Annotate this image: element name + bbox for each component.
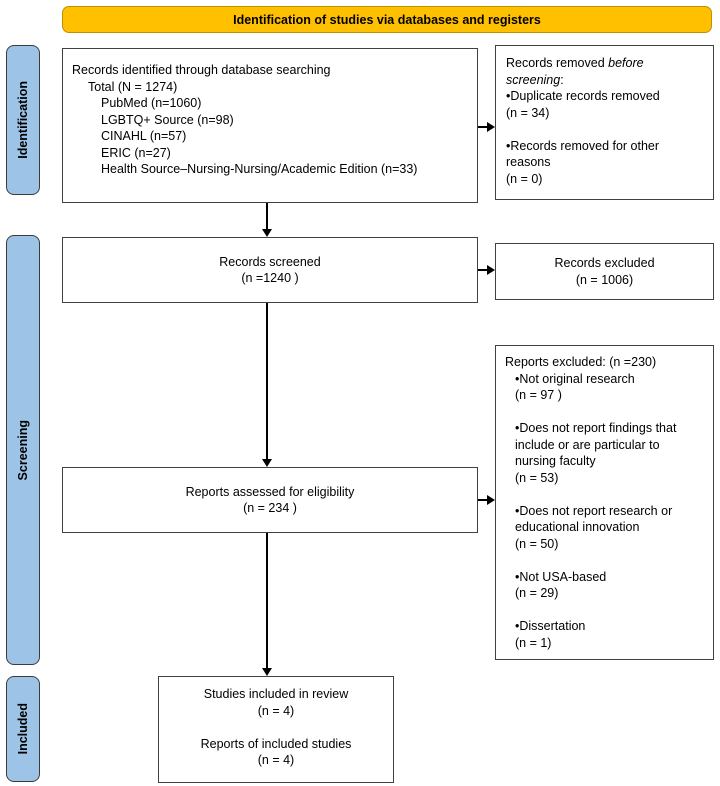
reports-excluded-box [495, 345, 714, 660]
text-line [515, 552, 709, 569]
text-line: (n = 0) [506, 171, 543, 186]
text-line: CINAHL (n=57) [101, 129, 187, 143]
arrow-line [266, 203, 268, 231]
text-line: •Not USA-based [515, 569, 607, 584]
arrow-line [266, 303, 268, 461]
records-screened-box [62, 237, 478, 303]
text-line [506, 121, 709, 138]
text-line [506, 55, 709, 72]
stage-label-screening [6, 235, 40, 665]
text-line [506, 72, 709, 89]
text-line: Reports excluded: (n =230) [505, 355, 657, 369]
text-line: Records identified through database searching [72, 63, 331, 77]
text-line: (n = 1) [515, 635, 552, 650]
text-segment: : [560, 72, 564, 87]
arrow-head-down-icon [262, 229, 272, 237]
text-line: (n = 29) [515, 586, 559, 600]
arrow-line [266, 533, 268, 670]
text-line: nursing faculty [515, 454, 596, 468]
stage-label-text: Identification [16, 81, 30, 159]
records-removed-box [495, 45, 714, 200]
text-line: •Does not report research or [515, 503, 673, 518]
text-segment-italic: screening [506, 72, 561, 87]
text-line: (n =1240 ) [241, 271, 299, 285]
text-line: Studies included in review [203, 687, 349, 701]
text-line: Records screened [219, 254, 321, 269]
text-line: (n = 4) [257, 753, 295, 767]
stage-label-identification [6, 45, 40, 195]
text-line [515, 404, 709, 421]
text-line: (n = 4) [257, 703, 295, 718]
text-line: •Records removed for other [506, 138, 660, 153]
text-line: PubMed (n=1060) [101, 96, 202, 110]
stage-label-included [6, 676, 40, 782]
text-line: Records excluded [554, 256, 655, 270]
text-line: (n = 1006) [575, 272, 634, 287]
text-line: •Not original research [515, 371, 635, 386]
text-line [515, 486, 709, 503]
studies-included-box [158, 676, 394, 783]
text-line: ERIC (n=27) [101, 145, 171, 160]
records-identified-box [62, 48, 478, 203]
banner-label: Identification of studies via databases and registers [233, 12, 541, 27]
stage-label-text: Included [16, 703, 30, 755]
text-segment-italic: before [608, 56, 644, 70]
text-line: (n = 234 ) [243, 501, 297, 515]
text-line: Reports of included studies [200, 736, 352, 751]
text-line: reasons [506, 155, 551, 169]
text-segment: Records removed [506, 56, 609, 70]
arrow-head-right-icon [487, 265, 495, 275]
arrow-head-down-icon [262, 668, 272, 676]
text-line: (n = 97 ) [515, 388, 562, 402]
text-line: LGBTQ+ Source (n=98) [101, 112, 234, 127]
text-line: •Does not report findings that [515, 421, 677, 435]
text-line: •Duplicate records removed [506, 89, 660, 103]
text-line: (n = 50) [515, 536, 559, 551]
records-excluded-box [495, 243, 714, 300]
text-line: •Dissertation [515, 619, 586, 633]
text-line: educational innovation [515, 520, 640, 534]
arrow-head-right-icon [487, 122, 495, 132]
text-line: Health Source–Nursing-Nursing/Academic Edition (n=33) [101, 162, 418, 176]
text-line: Reports assessed for eligibility [185, 484, 355, 499]
arrow-head-down-icon [262, 459, 272, 467]
text-line: (n = 34) [506, 105, 550, 120]
arrow-head-right-icon [487, 495, 495, 505]
banner [62, 6, 712, 33]
text-line: Total (N = 1274) [88, 79, 178, 94]
stage-label-text: Screening [16, 419, 30, 481]
text-line [159, 719, 393, 736]
text-line [515, 602, 709, 619]
text-line: (n = 53) [515, 470, 559, 485]
text-line: include or are particular to [515, 437, 660, 452]
reports-assessed-box [62, 467, 478, 533]
